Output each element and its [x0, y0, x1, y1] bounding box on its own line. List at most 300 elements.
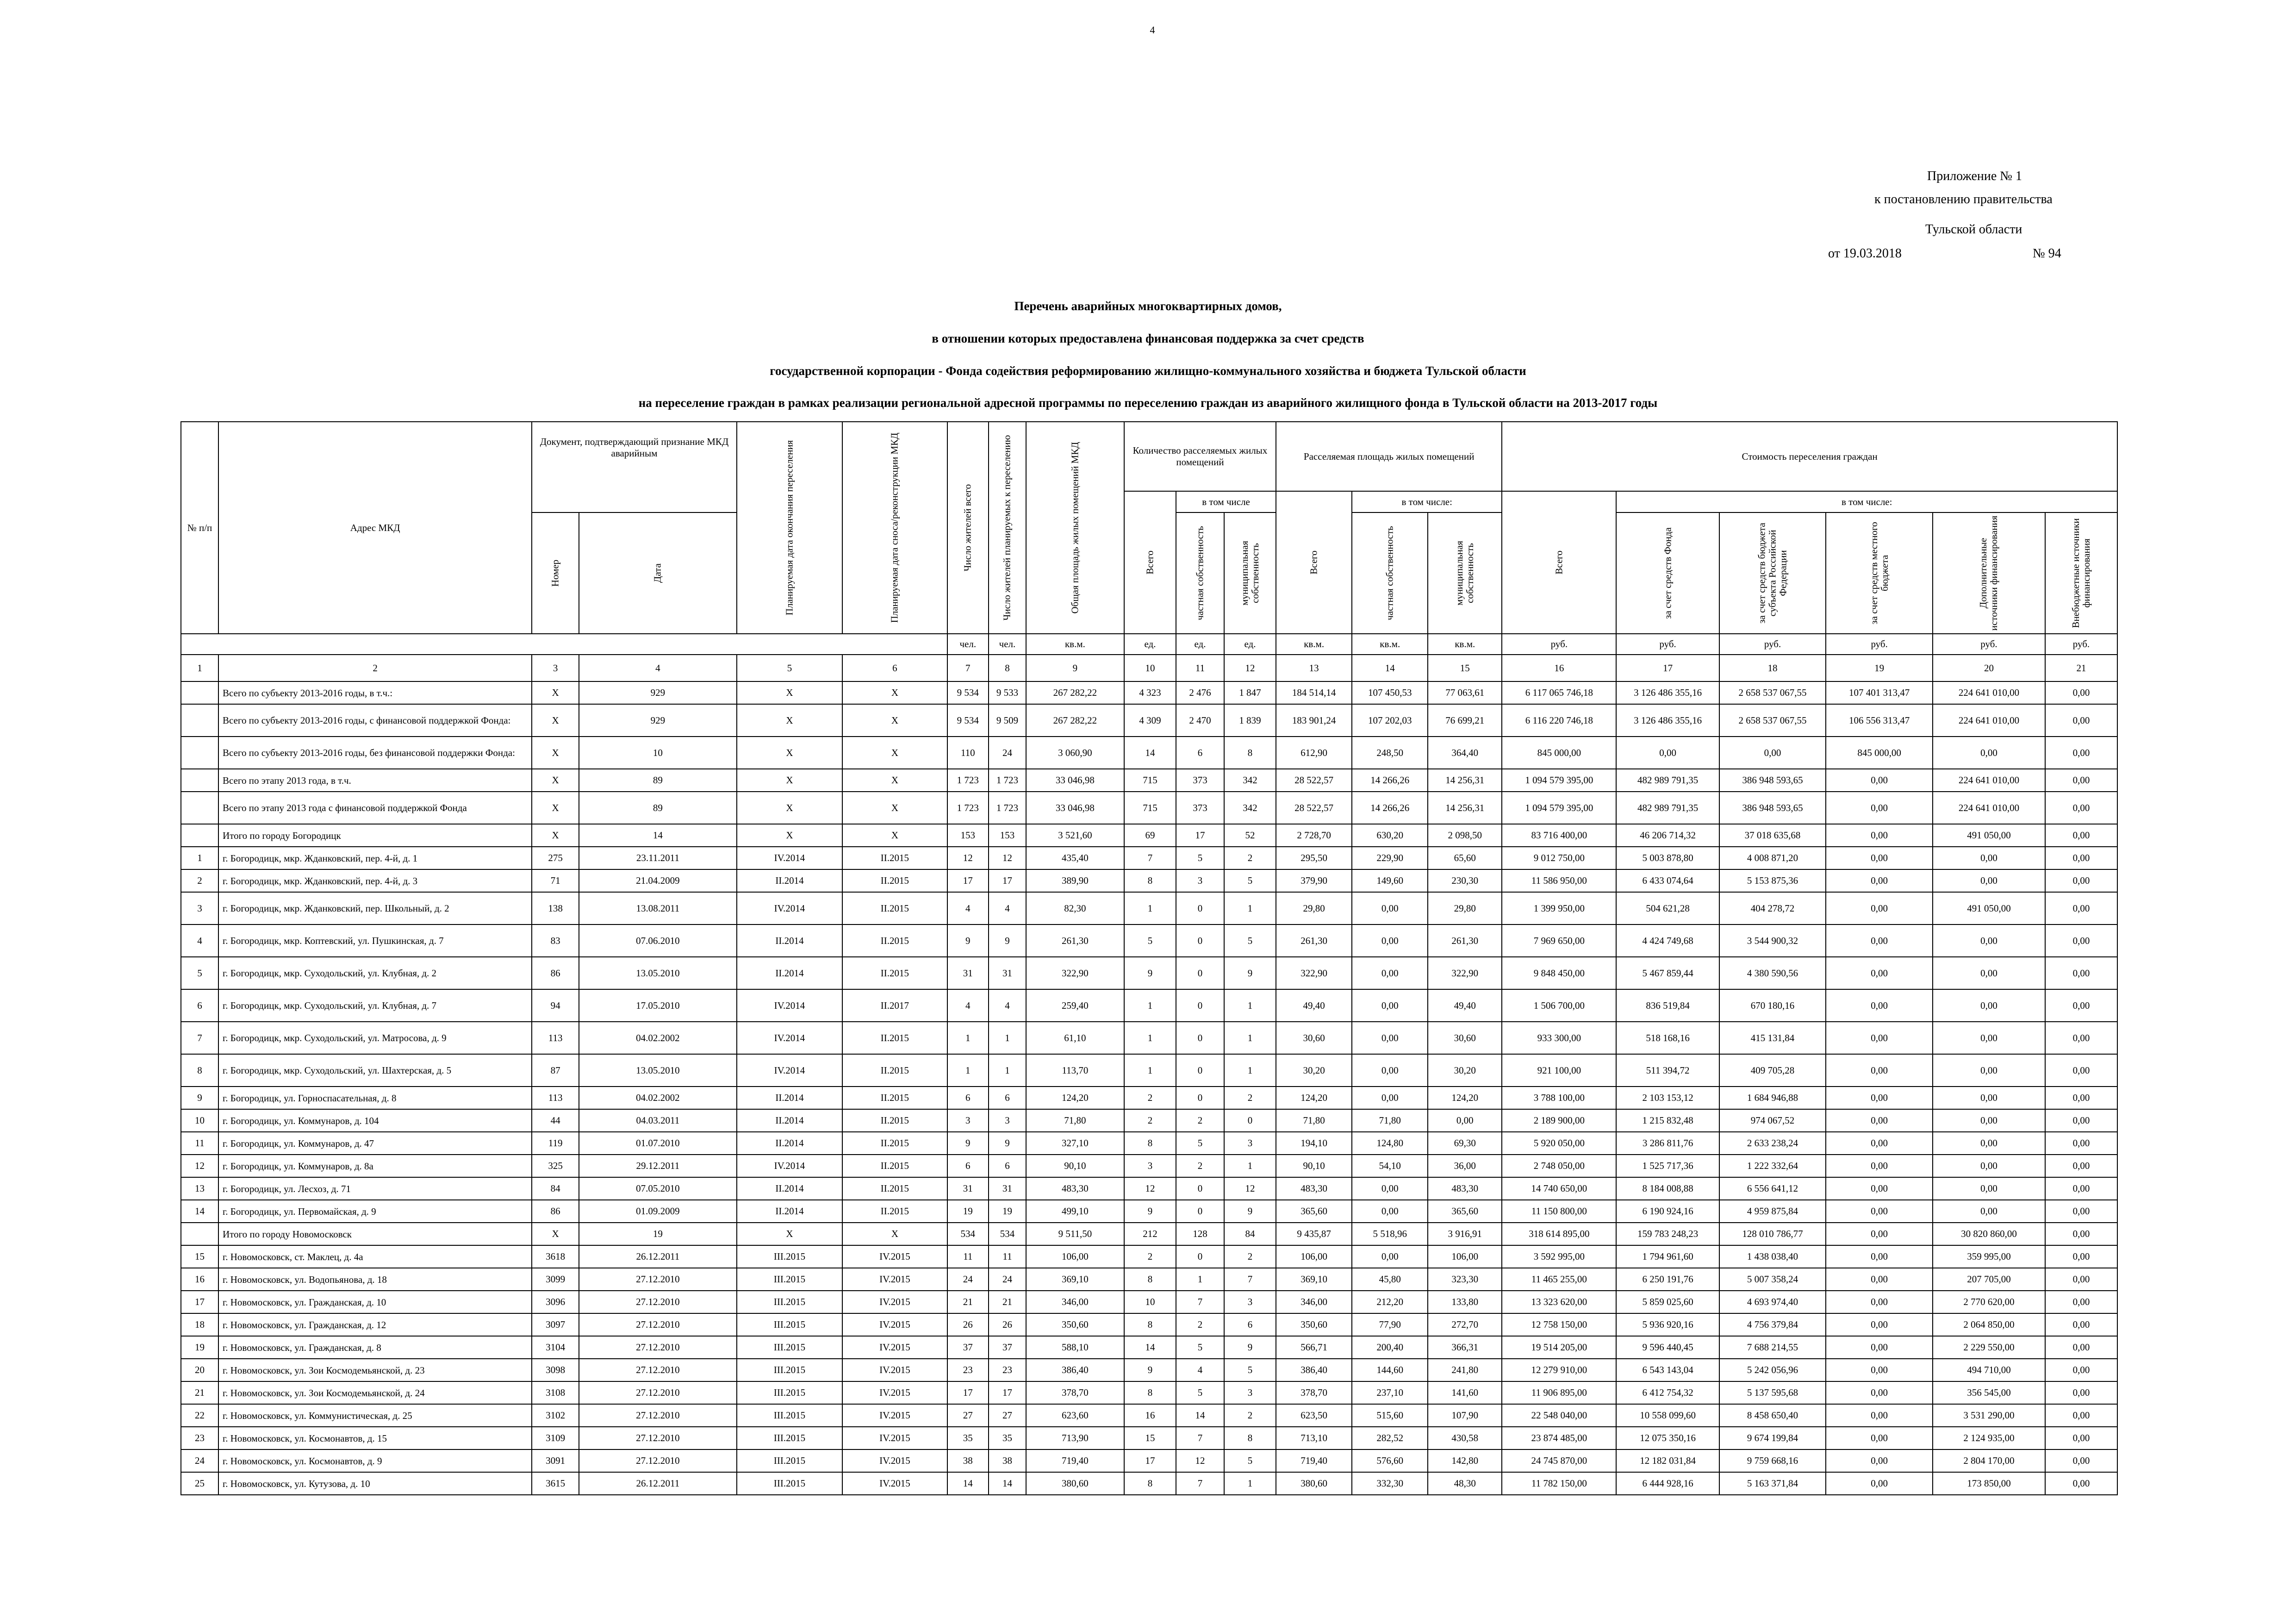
table-cell: 350,60	[1026, 1313, 1124, 1336]
document-title-line-1: Перечень аварийных многоквартирных домов,	[1014, 299, 1282, 313]
table-cell: 106,00	[1276, 1245, 1352, 1268]
table-cell: II.2015	[842, 1132, 947, 1155]
table-cell: 1 723	[989, 769, 1026, 792]
table-cell: 3097	[532, 1313, 579, 1336]
table-cell: 248,50	[1352, 737, 1428, 769]
table-cell: 267 282,22	[1026, 704, 1124, 737]
table-cell: 14	[1124, 737, 1176, 769]
table-cell: 0,00	[1826, 847, 1933, 869]
table-cell: 2	[1224, 1245, 1276, 1268]
table-cell: III.2015	[737, 1291, 843, 1313]
table-cell: 386 948 593,65	[1719, 769, 1826, 792]
page-number: 4	[1150, 24, 1155, 36]
table-row	[181, 847, 2117, 869]
table-cell: 21.04.2009	[579, 869, 737, 892]
table-cell: 2 098,50	[1428, 824, 1502, 847]
table-cell: 01.07.2010	[579, 1132, 737, 1155]
table-cell: 504 621,28	[1616, 892, 1719, 924]
table-cell: 8 458 650,40	[1719, 1404, 1826, 1427]
table-cell: 212	[1124, 1223, 1176, 1245]
table-cell: 0	[1224, 1109, 1276, 1132]
table-cell: 670 180,16	[1719, 989, 1826, 1022]
address-cell: г. Богородицк, мкр. Жданковский, пер. 4-й, д. 3	[218, 869, 532, 892]
table-cell: 482 989 791,35	[1616, 792, 1719, 824]
table-cell: 5 467 859,44	[1616, 957, 1719, 989]
table-cell: 0,00	[1826, 1109, 1933, 1132]
table-cell: 0,00	[2045, 1155, 2117, 1177]
table-cell: 9	[989, 1132, 1026, 1155]
unit-cell: чел.	[947, 634, 989, 655]
table-cell: 13.05.2010	[579, 957, 737, 989]
table-cell: 0,00	[2045, 1109, 2117, 1132]
header-cost-extrabudget: Внебюджетные источники финансирования	[2045, 512, 2117, 634]
address-cell: Всего по субъекту 2013-2016 годы, в т.ч.:	[218, 681, 532, 704]
table-cell: 113	[532, 1087, 579, 1109]
table-cell: X	[842, 737, 947, 769]
header-total-area: Общая площадь жилых помещений МКД	[1026, 422, 1124, 634]
table-cell: 14	[947, 1472, 989, 1495]
table-cell: 15	[1124, 1427, 1176, 1449]
table-cell: 6	[989, 1155, 1026, 1177]
table-cell: 38	[989, 1449, 1026, 1472]
table-cell: 183 901,24	[1276, 704, 1352, 737]
table-cell: 715	[1124, 792, 1176, 824]
table-cell: 3	[1224, 1381, 1276, 1404]
table-cell: 22	[181, 1404, 218, 1427]
table-cell: 7 969 650,00	[1502, 924, 1616, 957]
table-cell: 1	[947, 1054, 989, 1087]
column-number-cell: 18	[1719, 655, 1826, 681]
table-cell: 0,00	[2045, 1381, 2117, 1404]
document-title-line-4: на переселение граждан в рамках реализации региональной адресной программы по переселению граждан из аварийного жилищного фонда в Тульской области на 2013-2017 годы	[638, 396, 1658, 410]
table-cell: X	[737, 681, 843, 704]
table-cell: 404 278,72	[1719, 892, 1826, 924]
table-cell: 1	[1224, 892, 1276, 924]
table-cell: 0	[1176, 892, 1224, 924]
table-cell: 14 266,26	[1352, 792, 1428, 824]
table-row	[181, 1313, 2117, 1336]
table-cell: 0,00	[1826, 824, 1933, 847]
table-cell: 207 705,00	[1933, 1268, 2045, 1291]
table-cell: 30,60	[1428, 1022, 1502, 1054]
table-cell: 0	[1176, 1087, 1224, 1109]
column-number-cell: 13	[1276, 655, 1352, 681]
table-cell: 16	[1124, 1404, 1176, 1427]
table-cell: 365,60	[1428, 1200, 1502, 1223]
table-cell: 9 848 450,00	[1502, 957, 1616, 989]
table-cell: 9 759 668,16	[1719, 1449, 1826, 1472]
table-cell: 46 206 714,32	[1616, 824, 1719, 847]
table-cell: 6 543 143,04	[1616, 1359, 1719, 1381]
table-cell: 37 018 635,68	[1719, 824, 1826, 847]
table-cell: 0,00	[1933, 1022, 2045, 1054]
table-cell: 0	[1176, 1177, 1224, 1200]
table-cell: II.2015	[842, 1109, 947, 1132]
table-cell: 184 514,14	[1276, 681, 1352, 704]
table-cell: 4	[989, 989, 1026, 1022]
unit-cell: руб.	[1719, 634, 1826, 655]
table-cell: 2 728,70	[1276, 824, 1352, 847]
table-cell: 119	[532, 1132, 579, 1155]
table-cell: 0,00	[1826, 1472, 1933, 1495]
table-cell: 499,10	[1026, 1200, 1124, 1223]
table-cell: 153	[989, 824, 1026, 847]
table-cell: 2 470	[1176, 704, 1224, 737]
table-cell: IV.2015	[842, 1245, 947, 1268]
table-cell: 49,40	[1276, 989, 1352, 1022]
table-cell: 106,00	[1026, 1245, 1124, 1268]
table-cell: 630,20	[1352, 824, 1428, 847]
table-cell: 0,00	[1352, 989, 1428, 1022]
table-cell: 3 592 995,00	[1502, 1245, 1616, 1268]
table-cell: 3615	[532, 1472, 579, 1495]
table-cell: X	[532, 1223, 579, 1245]
table-cell: 3108	[532, 1381, 579, 1404]
table-cell: 3091	[532, 1449, 579, 1472]
table-row	[181, 1155, 2117, 1177]
table-cell	[181, 769, 218, 792]
table-cell: 212,20	[1352, 1291, 1428, 1313]
table-cell: 149,60	[1352, 869, 1428, 892]
table-cell: 19 514 205,00	[1502, 1336, 1616, 1359]
table-cell: 22 548 040,00	[1502, 1404, 1616, 1427]
table-cell: 386 948 593,65	[1719, 792, 1826, 824]
table-row	[181, 989, 2117, 1022]
table-cell: 929	[579, 704, 737, 737]
table-cell: 9	[947, 1132, 989, 1155]
table-cell: 0,00	[2045, 737, 2117, 769]
table-cell: 48,30	[1428, 1472, 1502, 1495]
table-row	[181, 1268, 2117, 1291]
table-cell: 12	[947, 847, 989, 869]
table-cell: 295,50	[1276, 847, 1352, 869]
table-cell: 21	[989, 1291, 1026, 1313]
table-cell: X	[842, 681, 947, 704]
address-cell: г. Богородицк, ул. Коммунаров, д. 104	[218, 1109, 532, 1132]
table-cell: X	[737, 824, 843, 847]
table-cell: 17	[1176, 824, 1224, 847]
table-cell: II.2014	[737, 924, 843, 957]
table-cell: 0,00	[1933, 737, 2045, 769]
address-cell: Всего по этапу 2013 года с финансовой поддержкой Фонда	[218, 792, 532, 824]
header-area-private: частная собственность	[1352, 512, 1428, 634]
table-cell: 933 300,00	[1502, 1022, 1616, 1054]
table-cell: 107 202,03	[1352, 704, 1428, 737]
header-area-incl: в том числе:	[1352, 491, 1502, 512]
table-cell: 1 215 832,48	[1616, 1109, 1719, 1132]
table-cell: 5	[1224, 1449, 1276, 1472]
table-cell: 25	[181, 1472, 218, 1495]
table-cell: 3 286 811,76	[1616, 1132, 1719, 1155]
document-title-line-2: в отношении которых предоставлена финансовая поддержка за счет средств	[932, 331, 1364, 345]
table-row	[181, 892, 2117, 924]
table-cell: 409 705,28	[1719, 1054, 1826, 1087]
table-row	[181, 1404, 2117, 1427]
table-cell: 713,10	[1276, 1427, 1352, 1449]
table-cell: 6	[181, 989, 218, 1022]
table-cell: 482 989 791,35	[1616, 769, 1719, 792]
table-cell: 369,10	[1026, 1268, 1124, 1291]
table-row	[181, 1087, 2117, 1109]
table-cell: 261,30	[1026, 924, 1124, 957]
table-cell: 719,40	[1276, 1449, 1352, 1472]
address-cell: г. Богородицк, мкр. Жданковский, пер. 4-й, д. 1	[218, 847, 532, 869]
table-cell: 9	[989, 924, 1026, 957]
table-cell: 14	[1124, 1336, 1176, 1359]
table-cell: 836 519,84	[1616, 989, 1719, 1022]
table-cell: 113	[532, 1022, 579, 1054]
table-cell: 24 745 870,00	[1502, 1449, 1616, 1472]
table-cell: 0,00	[2045, 1223, 2117, 1245]
table-cell: 12 182 031,84	[1616, 1449, 1719, 1472]
table-cell: 17	[181, 1291, 218, 1313]
table-cell: 7 688 214,55	[1719, 1336, 1826, 1359]
table-cell: 0	[1176, 957, 1224, 989]
table-cell: 3 916,91	[1428, 1223, 1502, 1245]
table-cell: 90,10	[1026, 1155, 1124, 1177]
table-cell: 0,00	[2045, 1313, 2117, 1336]
table-cell: 5	[1176, 1132, 1224, 1155]
table-cell: 04.03.2011	[579, 1109, 737, 1132]
table-cell	[181, 737, 218, 769]
table-cell: 7	[1124, 847, 1176, 869]
table-cell: 0,00	[1933, 1132, 2045, 1155]
table-cell: 16	[181, 1268, 218, 1291]
header-cost-fund: за счет средств Фонда	[1616, 512, 1719, 634]
table-cell: X	[532, 824, 579, 847]
table-cell: X	[532, 704, 579, 737]
table-cell: 86	[532, 957, 579, 989]
table-cell: 483,30	[1276, 1177, 1352, 1200]
table-cell: 90,10	[1276, 1155, 1352, 1177]
header-rooms-group: Количество расселяемых жилых помещений	[1124, 422, 1276, 491]
table-cell: 0,00	[1826, 1268, 1933, 1291]
table-cell: 37	[947, 1336, 989, 1359]
table-cell: 415 131,84	[1719, 1022, 1826, 1054]
table-cell: 5	[181, 957, 218, 989]
table-cell: 0,00	[1933, 1200, 2045, 1223]
table-cell: 4 380 590,56	[1719, 957, 1826, 989]
address-cell: г. Богородицк, ул. Горноспасательная, д. 8	[218, 1087, 532, 1109]
table-cell: 0,00	[1933, 924, 2045, 957]
table-row	[181, 1245, 2117, 1268]
table-cell	[181, 704, 218, 737]
table-cell: 14	[989, 1472, 1026, 1495]
header-planned-end: Планируемая дата окончания переселения	[737, 422, 843, 634]
table-cell: 54,10	[1352, 1155, 1428, 1177]
address-cell: г. Богородицк, ул. Коммунаров, д. 47	[218, 1132, 532, 1155]
table-cell: 612,90	[1276, 737, 1352, 769]
table-cell: 14 256,31	[1428, 792, 1502, 824]
table-cell: 0,00	[2045, 1359, 2117, 1381]
table-cell: 17	[1124, 1449, 1176, 1472]
table-cell: III.2015	[737, 1472, 843, 1495]
table-cell: 194,10	[1276, 1132, 1352, 1155]
table-cell: 33 046,98	[1026, 792, 1124, 824]
table-row	[181, 924, 2117, 957]
table-cell: 124,20	[1276, 1087, 1352, 1109]
table-cell: 325	[532, 1155, 579, 1177]
table-cell: 230,30	[1428, 869, 1502, 892]
table-cell: 3102	[532, 1404, 579, 1427]
table-cell: 0,00	[2045, 1200, 2117, 1223]
table-cell: 1	[1224, 1054, 1276, 1087]
table-row	[181, 1336, 2117, 1359]
table-cell: 4 323	[1124, 681, 1176, 704]
table-cell: 17	[947, 869, 989, 892]
table-cell: 11 782 150,00	[1502, 1472, 1616, 1495]
table-cell: 0,00	[1933, 1109, 2045, 1132]
table-cell: 380,60	[1276, 1472, 1352, 1495]
table-cell: 2	[1176, 1155, 1224, 1177]
table-cell: 35	[989, 1427, 1026, 1449]
table-row	[181, 737, 2117, 769]
address-cell: г. Новомосковск, ул. Зои Космодемьянской, д. 24	[218, 1381, 532, 1404]
address-cell: г. Богородицк, ул. Первомайская, д. 9	[218, 1200, 532, 1223]
table-cell: 82,30	[1026, 892, 1124, 924]
table-cell: 1	[1224, 1155, 1276, 1177]
table-cell: 12	[1224, 1177, 1276, 1200]
table-cell: 2	[1176, 1313, 1224, 1336]
column-number-cell: 6	[842, 655, 947, 681]
table-cell: 0,00	[2045, 792, 2117, 824]
table-cell: 2 658 537 067,55	[1719, 681, 1826, 704]
table-cell: 12	[1124, 1177, 1176, 1200]
table-cell: II.2017	[842, 989, 947, 1022]
table-cell: 17	[989, 1381, 1026, 1404]
table-cell: 12 075 350,16	[1616, 1427, 1719, 1449]
table-cell: 4	[947, 892, 989, 924]
table-cell: 0,00	[1352, 1022, 1428, 1054]
table-cell: 1 684 946,88	[1719, 1087, 1826, 1109]
header-doc-number: Номер	[532, 512, 579, 634]
table-cell: 29,80	[1276, 892, 1352, 924]
address-cell: Всего по этапу 2013 года, в т.ч.	[218, 769, 532, 792]
appendix-number: № 94	[2033, 246, 2061, 261]
table-cell: 9 509	[989, 704, 1026, 737]
table-cell: 28 522,57	[1276, 792, 1352, 824]
column-number-cell: 14	[1352, 655, 1428, 681]
table-cell: 27.12.2010	[579, 1336, 737, 1359]
table-cell: 0,00	[1352, 1245, 1428, 1268]
table-cell: 2 748 050,00	[1502, 1155, 1616, 1177]
table-cell: 11	[181, 1132, 218, 1155]
table-cell: 6	[947, 1087, 989, 1109]
table-cell: II.2015	[842, 1155, 947, 1177]
table-cell: 4 008 871,20	[1719, 847, 1826, 869]
table-cell: 3 126 486 355,16	[1616, 681, 1719, 704]
table-cell: 19	[947, 1200, 989, 1223]
table-cell: 1	[1124, 1022, 1176, 1054]
table-cell: 0,00	[1352, 892, 1428, 924]
table-cell: 15	[181, 1245, 218, 1268]
table-cell: IV.2015	[842, 1404, 947, 1427]
table-cell: 430,58	[1428, 1427, 1502, 1449]
table-cell: 14 256,31	[1428, 769, 1502, 792]
table-cell: 0,00	[1826, 1245, 1933, 1268]
unit-cell: ед.	[1124, 634, 1176, 655]
table-cell: 0,00	[1826, 892, 1933, 924]
unit-cell: ед.	[1224, 634, 1276, 655]
table-row	[181, 869, 2117, 892]
table-cell: IV.2015	[842, 1313, 947, 1336]
table-cell: 9 596 440,45	[1616, 1336, 1719, 1359]
table-cell: 4 756 379,84	[1719, 1313, 1826, 1336]
table-cell: 19	[579, 1223, 737, 1245]
table-cell: 6	[947, 1155, 989, 1177]
table-cell: 124,20	[1026, 1087, 1124, 1109]
table-cell: 11 586 950,00	[1502, 869, 1616, 892]
address-cell: Всего по субъекту 2013-2016 годы, с финансовой поддержкой Фонда:	[218, 704, 532, 737]
table-cell: 0,00	[1826, 869, 1933, 892]
table-cell: 30,20	[1276, 1054, 1352, 1087]
table-cell: 83	[532, 924, 579, 957]
table-cell: 124,80	[1352, 1132, 1428, 1155]
table-cell: 5 003 878,80	[1616, 847, 1719, 869]
table-cell: II.2015	[842, 1087, 947, 1109]
column-number-cell: 10	[1124, 655, 1176, 681]
address-cell: г. Новомосковск, ул. Зои Космодемьянской, д. 23	[218, 1359, 532, 1381]
table-cell: 3096	[532, 1291, 579, 1313]
table-cell: 86	[532, 1200, 579, 1223]
table-cell: 26.12.2011	[579, 1245, 737, 1268]
table-cell: III.2015	[737, 1313, 843, 1336]
table-cell: 0,00	[1719, 737, 1826, 769]
table-cell: 373	[1176, 792, 1224, 824]
table-row	[181, 1200, 2117, 1223]
table-cell: 2 804 170,00	[1933, 1449, 2045, 1472]
table-cell: X	[842, 792, 947, 824]
table-cell: 1	[1224, 1472, 1276, 1495]
table-cell: 142,80	[1428, 1449, 1502, 1472]
table-cell: 1 723	[947, 769, 989, 792]
table-cell: 3	[1176, 869, 1224, 892]
table-cell: III.2015	[737, 1268, 843, 1291]
table-cell: 9	[181, 1087, 218, 1109]
table-cell: 8	[1124, 869, 1176, 892]
table-cell: 14 740 650,00	[1502, 1177, 1616, 1200]
table-cell	[181, 681, 218, 704]
table-cell: 0,00	[1352, 1087, 1428, 1109]
table-cell: 8	[1124, 1132, 1176, 1155]
unit-cell: кв.м.	[1276, 634, 1352, 655]
table-cell: 346,00	[1026, 1291, 1124, 1313]
table-cell: X	[737, 737, 843, 769]
table-cell: 138	[532, 892, 579, 924]
table-cell: 12	[989, 847, 1026, 869]
table-cell: II.2014	[737, 1132, 843, 1155]
table-cell: 0	[1176, 1054, 1224, 1087]
table-cell: 845 000,00	[1502, 737, 1616, 769]
table-cell: 0,00	[1933, 1155, 2045, 1177]
table-cell: 17	[989, 869, 1026, 892]
table-cell: 11 906 895,00	[1502, 1381, 1616, 1404]
table-cell: 0,00	[1616, 737, 1719, 769]
table-row	[181, 1109, 2117, 1132]
table-cell: 1	[947, 1022, 989, 1054]
address-cell: г. Богородицк, ул. Лесхоз, д. 71	[218, 1177, 532, 1200]
table-cell: 94	[532, 989, 579, 1022]
unit-cell: руб.	[1502, 634, 1616, 655]
table-cell: 133,80	[1428, 1291, 1502, 1313]
table-cell: 1	[1124, 892, 1176, 924]
table-cell: 261,30	[1428, 924, 1502, 957]
table-cell: 576,60	[1352, 1449, 1428, 1472]
table-cell: IV.2015	[842, 1449, 947, 1472]
table-cell: 29.12.2011	[579, 1155, 737, 1177]
table-cell: 1	[989, 1022, 1026, 1054]
table-cell: 84	[532, 1177, 579, 1200]
